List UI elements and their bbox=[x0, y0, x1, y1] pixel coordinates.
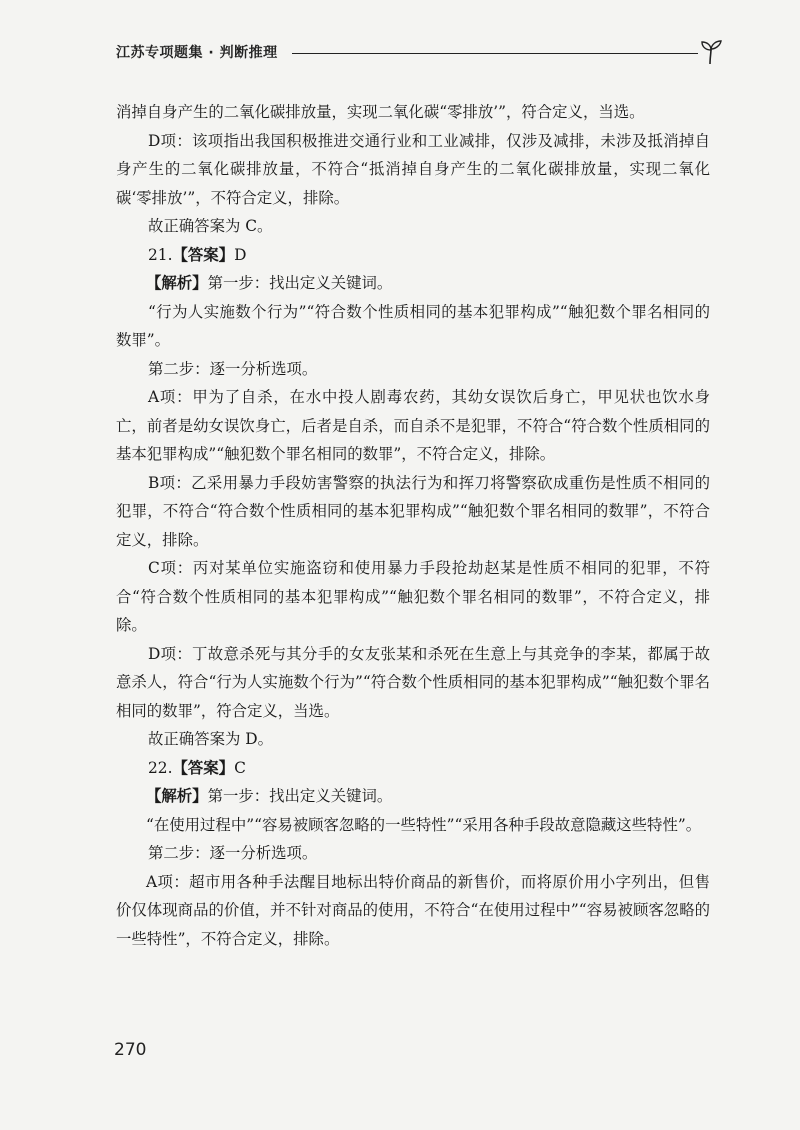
q21-answer-value: D bbox=[234, 245, 247, 264]
paragraph: 第二步：逐一分析选项。 bbox=[148, 359, 318, 378]
q22-analysis-line bbox=[116, 782, 710, 811]
q21-number: 21. bbox=[148, 245, 173, 264]
paragraph: D项：该项指出我国积极推进交通行业和工业减排，仅涉及减排，未涉及抵消掉自身产生的二氧化碳排放量，不符合“抵消掉自身产生的二氧化碳排放量，实现二氧化碳‘零排放’”，不符合定义，排除。 bbox=[116, 131, 710, 207]
paragraph: B项：乙采用暴力手段妨害警察的执法行为和挥刀将警察砍成重伤是性质不相同的犯罪，不符合“符合数个性质相同的基本犯罪构成”“触犯数个罪名相同的数罪”，不符合定义，排除。 bbox=[116, 473, 710, 549]
running-header bbox=[116, 36, 726, 66]
q22-number: 22. bbox=[148, 758, 173, 777]
q21-analysis-text: 第一步：找出定义关键词。 bbox=[207, 274, 393, 292]
paragraph: C项：丙对某单位实施盗窃和使用暴力手段抢劫赵某是性质不相同的犯罪，不符合“符合数个性质相同的基本犯罪构成”“触犯数个罪名相同的数罪”，不符合定义，排除。 bbox=[116, 559, 710, 634]
paragraph: D项：丁故意杀死与其分手的女友张某和杀死在生意上与其竞争的李某，都属于故意杀人，符合“行为人实施数个行为”“符合数个性质相同的基本犯罪构成”“触犯数个罪名相同的数罪”，符合定义，当选。 bbox=[116, 644, 710, 720]
q21-keywords: 行为人实施数个行为”“符合数个性质相同的基本犯罪构成”“触犯数个罪名相同的数罪”。 bbox=[116, 302, 710, 349]
paragraph bbox=[116, 298, 710, 355]
paragraph: A项：超市用各种手法醒目地标出特价商品的新售价，而将原价用小字列出，但售价仅体现商品的价值，并不针对商品的使用，不符合“在使用过程中”“容易被顾客忽略的一些特性”，不符合定义，排除。 bbox=[116, 872, 710, 948]
paragraph: A项：甲为了自杀，在水中投人剧毒农药，其幼女误饮后身亡，甲见状也饮水身亡，前者是幼女误饮身亡，后者是自杀，而自杀不是犯罪，不符合“符合数个性质相同的基本犯罪构成”“触犯数个罪名相同的数罪”，不符合定义，排除。 bbox=[116, 388, 710, 463]
q22-answer-line bbox=[116, 754, 710, 783]
q22-answer-value: C bbox=[234, 758, 246, 777]
q21-answer-line bbox=[116, 241, 710, 270]
header-rule bbox=[292, 53, 698, 54]
q22-analysis-label: 【解析】 bbox=[146, 787, 208, 805]
paragraph: 故正确答案为 C。 bbox=[148, 217, 273, 235]
sprout-icon bbox=[696, 36, 726, 66]
q21-analysis-line bbox=[116, 269, 710, 298]
paragraph: 第二步：逐一分析选项。 bbox=[148, 844, 318, 862]
page-number: 270 bbox=[114, 1040, 147, 1060]
q21-analysis-label: 【解析】 bbox=[146, 274, 208, 292]
header-title: 江苏专项题集 · 判断推理 bbox=[116, 45, 278, 61]
paragraph: 消掉自身产生的二氧化碳排放量，实现二氧化碳“零排放’”，符合定义，当选。 bbox=[116, 103, 645, 121]
q22-analysis-text: 第一步：找出定义关键词。 bbox=[207, 787, 393, 805]
page-content bbox=[116, 98, 710, 953]
paragraph: “在使用过程中”“容易被顾客忽略的一些特性”“采用各种手段故意隐藏这些特性”。 bbox=[146, 815, 702, 834]
q21-answer-label: 【答案】 bbox=[172, 245, 235, 264]
q22-answer-label: 【答案】 bbox=[172, 758, 235, 777]
paragraph: 故正确答案为 D。 bbox=[148, 730, 273, 748]
q21-open-quote: “ bbox=[148, 302, 156, 321]
